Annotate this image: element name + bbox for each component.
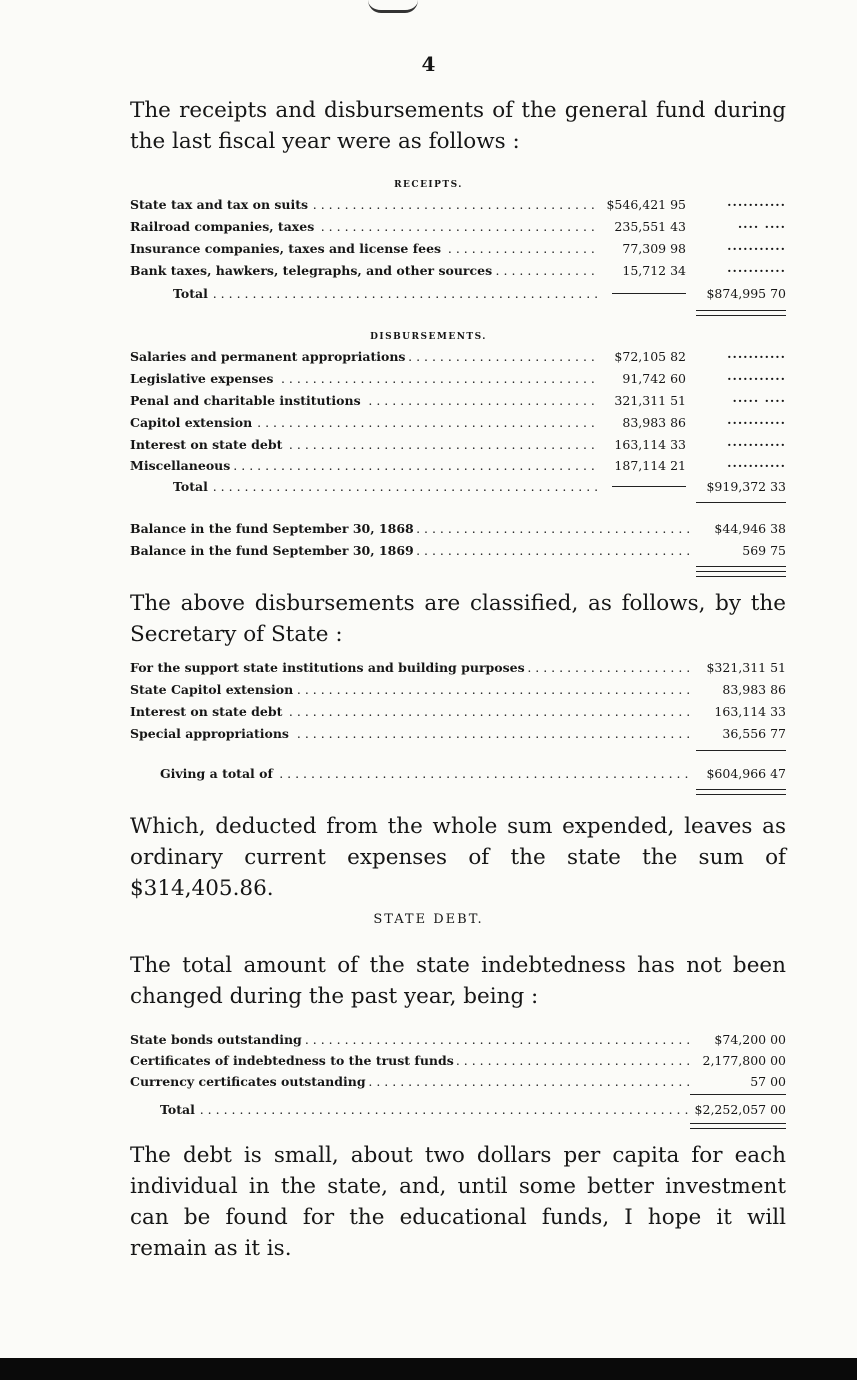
row-amount: 235,551 43 [614,219,686,234]
total-amount: $874,995 70 [706,286,786,301]
table-row [130,260,786,281]
row-label: Special appropriations [130,726,292,741]
single-rule [696,566,786,567]
table-row [130,1050,786,1071]
page-number: 4 [421,52,436,76]
row-label: Capitol extension [130,415,255,430]
classified-paragraph: The above disbursements are classified, as follows, by the Secretary of State : [130,591,786,647]
leader-dots: ........... [727,346,786,361]
total-label: Total [160,1102,198,1117]
row-total: 163,114 33 [714,704,786,719]
row-label: State bonds outstanding [130,1032,305,1047]
leader-dots: ........... [727,238,786,253]
single-rule [696,750,786,751]
row-amount: 83,983 86 [622,415,686,430]
row-amount: 321,311 51 [614,393,686,408]
table-row [130,455,786,476]
row-label: Interest on state debt [130,437,285,452]
leader-dots: ..... .... [732,390,786,405]
single-rule [696,502,786,503]
receipts-heading: RECEIPTS. [394,180,463,190]
double-rule [696,310,786,316]
table-row [130,1029,786,1050]
row-label: Currency certificates outstanding [130,1074,369,1089]
table-row [130,390,786,411]
row-label: Interest on state debt [130,704,285,719]
double-rule [690,1123,786,1129]
row-label: State Capitol extension [130,682,296,697]
leader-dots: ........... [727,260,786,275]
table-row [130,657,786,678]
dash-rule [612,293,686,294]
row-label: Salaries and permanent appropriations [130,349,408,364]
total-row [130,283,786,304]
row-label: Bank taxes, hawkers, telegraphs, and other sources [130,263,495,278]
row-label: For the support state institutions and building purposes [130,660,528,675]
ink-smudge [368,0,418,13]
closing-paragraph: The debt is small, about two dollars per capita for each individual in the state, and, until some better investment can be found for the educational funds, I hope it will remain as it is. [130,1143,786,1261]
table-row [130,346,786,367]
single-rule [690,1094,786,1095]
leader-dots: ........... [727,368,786,383]
leader-dots: ........... [727,434,786,449]
total-row [130,1099,786,1120]
row-amount: 15,712 34 [622,263,686,278]
total-amount: $2,252,057 00 [694,1102,786,1117]
row-total: $44,946 38 [714,521,786,536]
row-total: 569 75 [742,543,786,558]
dash-rule [612,486,686,487]
row-label: State tax and tax on suits [130,197,311,212]
row-amount: 187,114 21 [614,458,686,473]
row-total: 57 00 [750,1074,786,1089]
total-label: Giving a total of [160,766,276,781]
row-amount: 163,114 33 [614,437,686,452]
row-total: $321,311 51 [706,660,786,675]
disbursements-heading: DISBURSEMENTS. [370,332,487,342]
table-row [130,216,786,237]
row-total: $74,200 00 [714,1032,786,1047]
row-amount: 77,309 98 [622,241,686,256]
total-amount: $604,966 47 [706,766,786,781]
row-amount: $546,421 95 [606,197,686,212]
total-amount: $919,372 33 [706,479,786,494]
leader-dots: ........... [727,194,786,209]
total-row [130,476,786,497]
row-label: Miscellaneous [130,458,233,473]
table-row [130,368,786,389]
table-row [130,540,786,561]
table-row [130,1071,786,1092]
scan-border [0,1358,857,1380]
row-amount: $72,105 82 [614,349,686,364]
deducted-paragraph: Which, deducted from the whole sum expended, leaves as ordinary current expenses of the state the sum of $314,405.86. [130,814,786,901]
table-row [130,412,786,433]
row-label: Insurance companies, taxes and license fees [130,241,444,256]
table-row [130,723,786,744]
table-row [130,679,786,700]
row-label: Legislative expenses [130,371,276,386]
table-row [130,518,786,539]
state-debt-heading: STATE DEBT. [373,912,484,927]
row-label: Railroad companies, taxes [130,219,317,234]
row-amount: 91,742 60 [622,371,686,386]
table-row [130,194,786,215]
row-total: 2,177,800 00 [702,1053,786,1068]
total-label: Total [173,479,211,494]
table-row [130,701,786,722]
double-rule [696,571,786,577]
table-row [130,434,786,455]
leader-dots: ........... [727,455,786,470]
row-total: 83,983 86 [722,682,786,697]
state-debt-paragraph: The total amount of the state indebtedness has not been changed during the past year, being : [130,953,786,1009]
row-label: Penal and charitable institutions [130,393,364,408]
intro-paragraph: The receipts and disbursements of the general fund during the last fiscal year were as follows : [130,98,786,154]
row-label: Certificates of indebtedness to the trust funds [130,1053,457,1068]
leader-dots: .... .... [737,216,786,231]
leader-dots: ........... [727,412,786,427]
table-row [130,238,786,259]
row-label: Balance in the fund September 30, 1868 [130,521,417,536]
total-row [130,763,786,784]
row-label: Balance in the fund September 30, 1869 [130,543,417,558]
total-label: Total [173,286,211,301]
row-total: 36,556 77 [722,726,786,741]
double-rule [696,789,786,795]
